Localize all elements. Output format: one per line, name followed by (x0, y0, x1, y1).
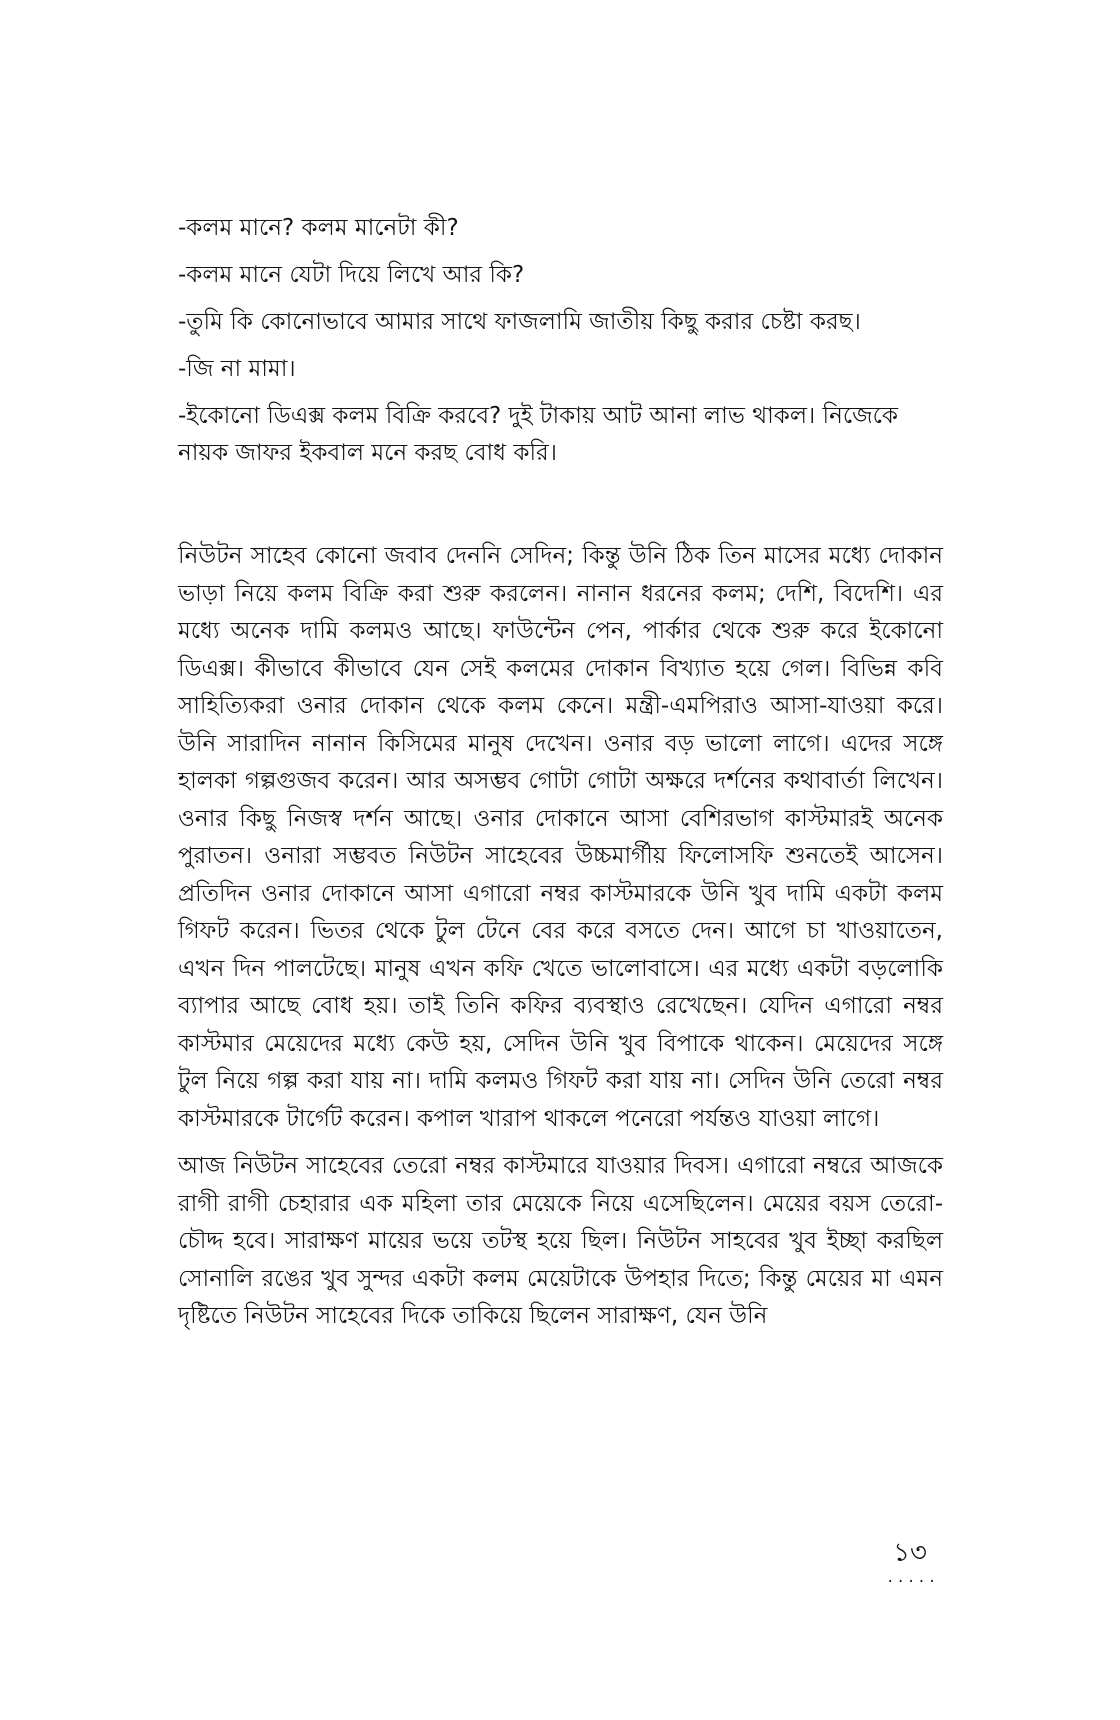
page-content (178, 210, 943, 1346)
dialogue-line: -কলম মানে যেটা দিয়ে লিখে আর কি? (178, 262, 525, 288)
page-number: ১৩ (893, 1538, 927, 1568)
body-paragraph: আজ নিউটন সাহেবের তেরো নম্বর কাস্টমারে যাওয়ার দিবস। এগারো নম্বরে আজকে রাগী রাগী চেহারার এক মহিলা তার মেয়েকে নিয়ে এসেছিলেন। মেয়ের বয়স তেরো-চৌদ্দ হবে। সারাক্ষণ মায়ের ভয়ে তটস্থ হয়ে ছিল। নিউটন সাহবের খুব ইচ্ছা করছিল সোনালি রঙের খুব সুন্দর একটা কলম মেয়েটাকে উপহার দিতে; কিন্তু মেয়ের মা এমন দৃষ্টিতে নিউটন সাহেবের দিকে তাকিয়ে ছিলেন সারাক্ষণ, যেন উনি (178, 1153, 943, 1329)
body-paragraph: নিউটন সাহেব কোনো জবাব দেননি সেদিন; কিন্তু উনি ঠিক তিন মাসের মধ্যে দোকান ভাড়া নিয়ে কলম বিক্রি করা শুরু করলেন। নানান ধরনের কলম; দেশি, বিদেশি। এর মধ্যে অনেক দামি কলমও আছে। ফাউন্টেন পেন, পার্কার থেকে শুরু করে ইকোনো ডিএক্স। কীভাবে কীভাবে যেন সেই কলমের দোকান বিখ্যাত হয়ে গেল। বিভিন্ন কবি সাহিত্যিকরা ওনার দোকান থেকে কলম কেনে। মন্ত্রী-এমপিরাও আসা-যাওয়া করে। উনি সারাদিন নানান কিসিমের মানুষ দেখেন। ওনার বড় ভালো লাগে। এদের সঙ্গে হালকা গল্পগুজব করেন। আর অসম্ভব গোটা গোটা অক্ষরে দর্শনের কথাবার্তা লিখেন। ওনার কিছু নিজস্ব দর্শন আছে। ওনার দোকানে আসা বেশিরভাগ কাস্টমারই অনেক পুরাতন। ওনারা সম্ভবত নিউটন সাহেবের উচ্চমার্গীয় ফিলোসফি শুনতেই আসেন। প্রতিদিন ওনার দোকানে আসা এগারো নম্বর কাস্টমারকে উনি খুব দামি একটা কলম গিফট করেন। ভিতর থেকে টুল টেনে বের করে বসতে দেন। আগে চা খাওয়াতেন, এখন দিন পালটেছে। মানুষ এখন কফি খেতে ভালোবাসে। এর মধ্যে একটা বড়লোকি ব্যাপার আছে বোধ হয়। তাই তিনি কফির ব্যবস্থাও রেখেছেন। যেদিন এগারো নম্বর কাস্টমার মেয়েদের মধ্যে কেউ হয়, সেদিন উনি খুব বিপাকে থাকেন। মেয়েদের সঙ্গে টুল নিয়ে গল্প করা যায় না। দামি কলমও গিফট করা যায় না। সেদিন উনি তেরো নম্বর কাস্টমারকে টার্গেট করেন। কপাল খারাপ থাকলে পনেরো পর্যন্তও যাওয়া লাগে। (178, 543, 943, 1132)
dialogue-line: -কলম মানে? কলম মানেটা কী? (178, 215, 459, 241)
dialogue-line: -ইকোনো ডিএক্স কলম বিক্রি করবে? দুই টাকায় আট আনা লাভ থাকল। নিজেকে নায়ক জাফর ইকবাল মনে করছ বোধ করি। (178, 403, 898, 466)
section-gap (178, 482, 943, 538)
dialogue-line: -জি না মামা। (178, 356, 296, 382)
dialogue-line: -তুমি কি কোনোভাবে আমার সাথে ফাজলামি জাতীয় কিছু করার চেষ্টা করছ। (178, 309, 861, 335)
page-number-ornament: ..... (886, 1570, 939, 1586)
dialogue-block (178, 210, 943, 472)
